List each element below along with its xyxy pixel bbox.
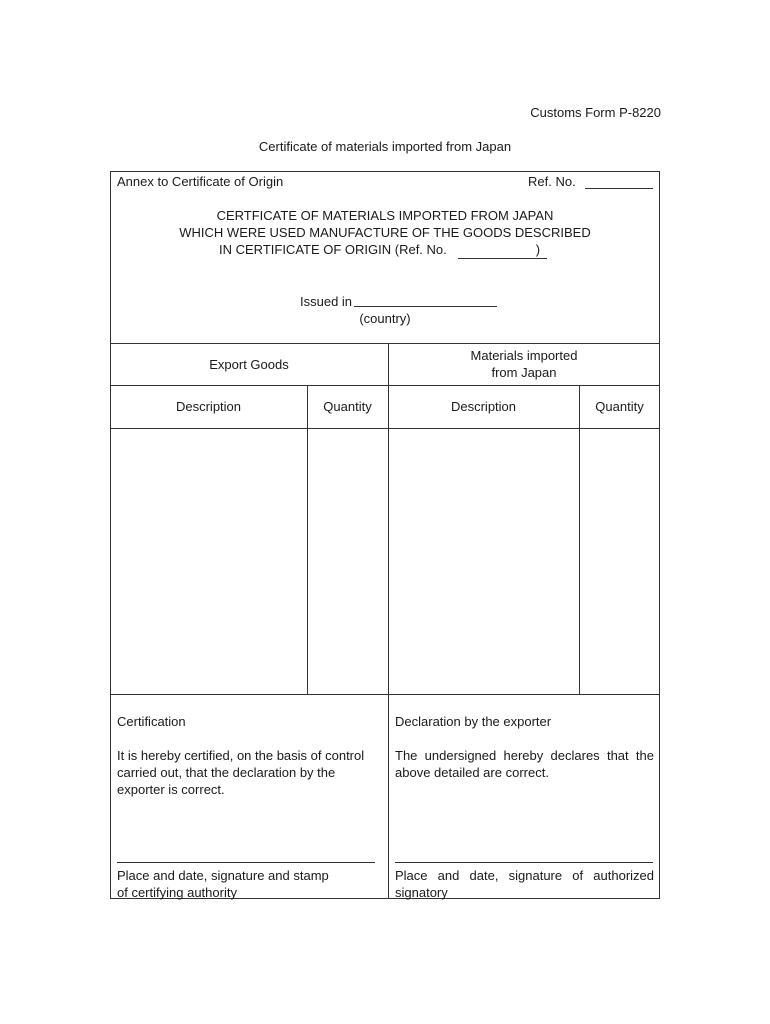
country-caption: (country)	[359, 311, 411, 326]
heading-line-3-suffix: )	[535, 242, 541, 257]
declaration-signature-text: Place and date, signature of authorized signatory	[395, 868, 654, 900]
form-number: Customs Form P-8220	[530, 105, 661, 120]
col-materials-description	[388, 385, 579, 428]
heading-ref-no-field[interactable]	[458, 258, 547, 259]
col-materials-quantity	[579, 385, 660, 428]
col-export-description	[110, 385, 307, 428]
declaration-body: The undersigned hereby declares that the above detailed are correct.	[395, 748, 654, 780]
export-quantity-entry[interactable]	[308, 429, 388, 694]
declaration-title: Declaration by the exporter	[395, 714, 552, 729]
materials-description-entry[interactable]	[389, 429, 579, 694]
col-materials-description-label: Description	[450, 399, 517, 414]
heading-line-2: WHICH WERE USED MANUFACTURE OF THE GOODS DESCRIBED	[179, 225, 591, 240]
heading-line-3-prefix: IN CERTIFICATE OF ORIGIN (Ref. No.	[219, 242, 447, 257]
materials-label-line-2: from Japan	[491, 365, 557, 380]
declaration-signature-field[interactable]	[395, 862, 653, 863]
col-materials-quantity-label: Quantity	[595, 399, 644, 414]
export-goods-header	[110, 343, 388, 385]
materials-quantity-entry[interactable]	[580, 429, 659, 694]
form-title: Certificate of materials imported from Japan	[258, 139, 512, 154]
col-export-quantity-label: Quantity	[323, 399, 372, 414]
issued-in-field[interactable]	[354, 306, 497, 307]
heading-line-1: CERTFICATE OF MATERIALS IMPORTED FROM JAPAN	[216, 208, 554, 223]
certification-signature-line-2: of certifying authority	[117, 885, 237, 900]
certification-signature-line-1: Place and date, signature and stamp	[117, 868, 329, 883]
heading-line-3	[219, 241, 540, 258]
ref-no-field[interactable]	[585, 188, 653, 189]
annex-label: Annex to Certificate of Origin	[117, 174, 284, 189]
certification-body: It is hereby certified, on the basis of control carried out, that the declaration by the exporter is correct.	[117, 748, 365, 797]
certification-title: Certification	[117, 714, 186, 729]
table-bottom-border	[110, 694, 660, 695]
col-export-quantity	[307, 385, 388, 428]
ref-no-label: Ref. No.	[528, 174, 576, 189]
certification-signature-field[interactable]	[117, 862, 375, 863]
issued-in-label: Issued in	[300, 294, 353, 309]
export-goods-label: Export Goods	[209, 356, 289, 372]
col-export-description-label: Description	[175, 399, 242, 414]
materials-imported-header	[388, 343, 660, 385]
export-description-entry[interactable]	[111, 429, 307, 694]
materials-label-line-1: Materials imported	[470, 348, 578, 363]
